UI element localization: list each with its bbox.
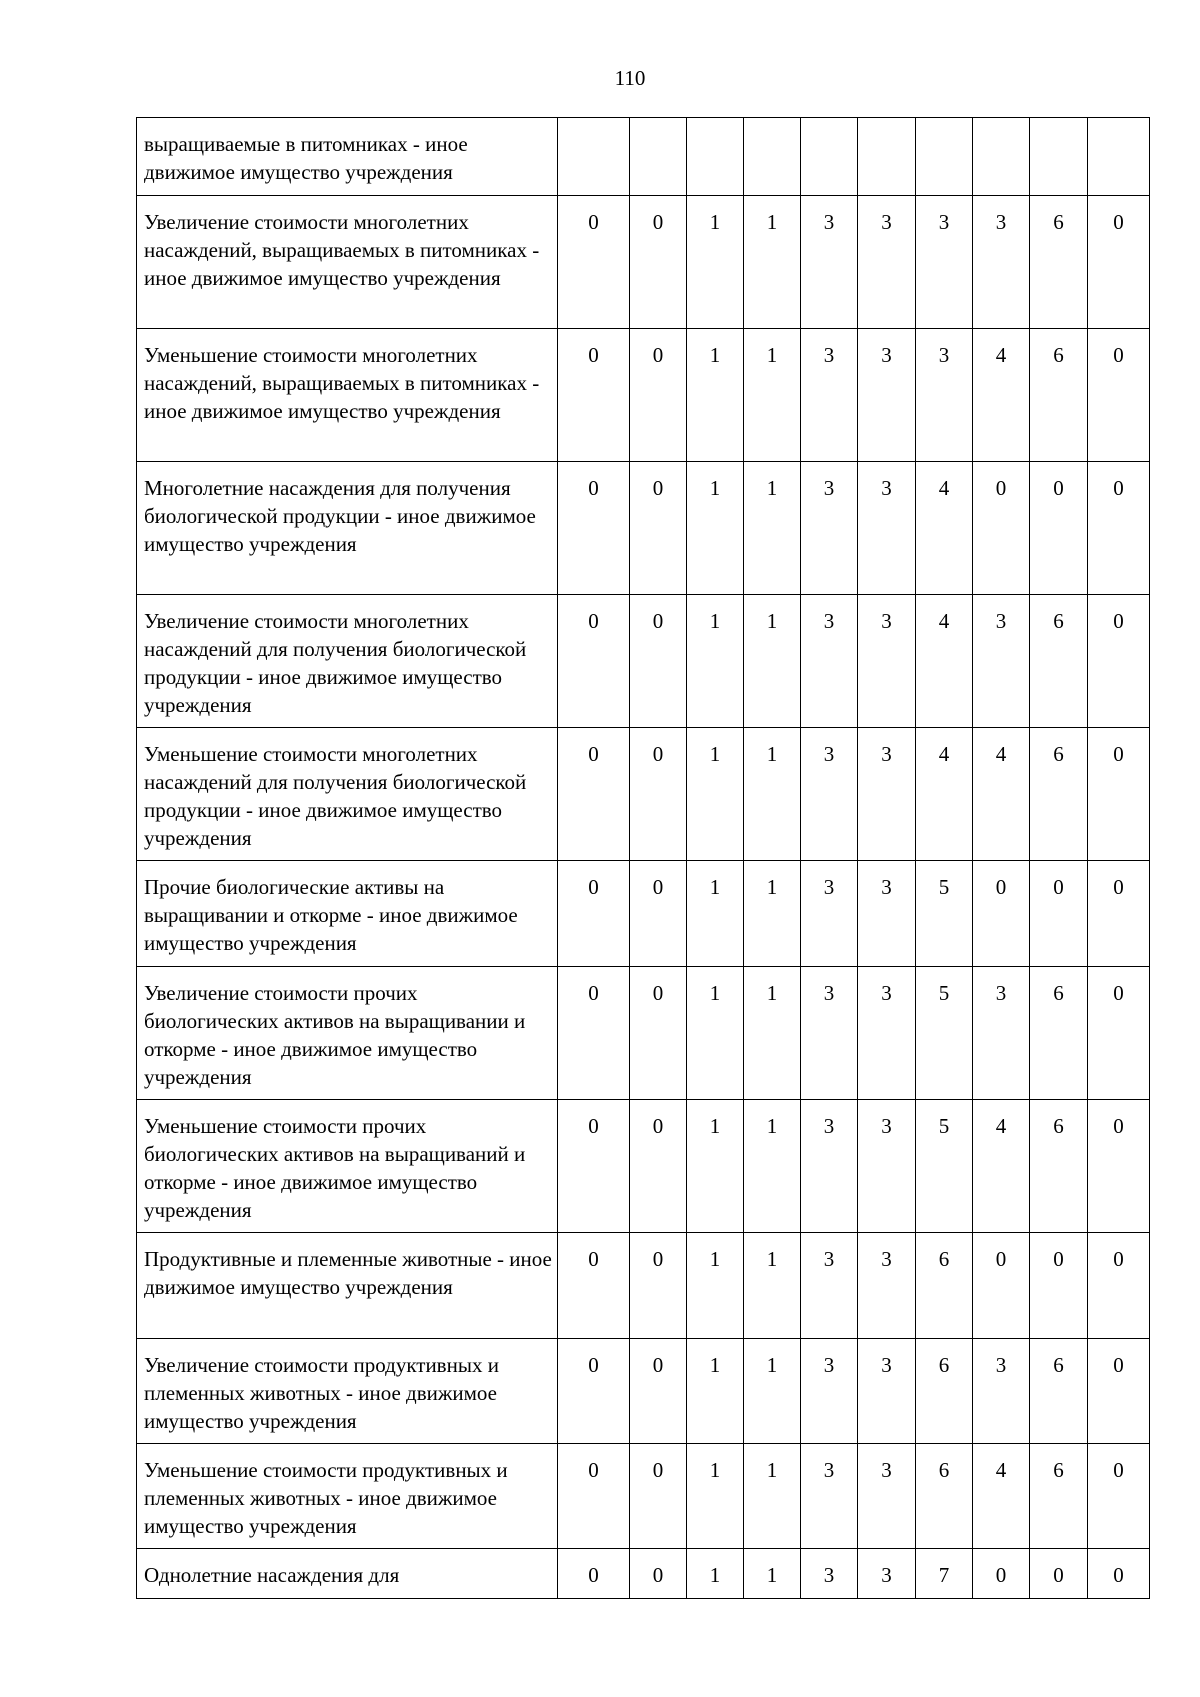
code-digit-5: 3	[801, 329, 858, 462]
code-digit-8: 4	[973, 728, 1030, 861]
code-digit-4: 1	[744, 329, 801, 462]
table-row	[137, 1233, 1150, 1339]
code-digit-9: 0	[1030, 462, 1088, 595]
code-digit-4: 1	[744, 1233, 801, 1339]
code-digit-10: 0	[1088, 1100, 1150, 1233]
code-digit-4: 1	[744, 1339, 801, 1444]
code-digit-6: 3	[858, 595, 916, 728]
code-digit-6: 3	[858, 1549, 916, 1599]
code-digit-9: 6	[1030, 728, 1088, 861]
code-digit-5: 3	[801, 595, 858, 728]
code-digit-4: 1	[744, 861, 801, 967]
code-digit-7: 4	[916, 595, 973, 728]
table-body	[137, 118, 1150, 1599]
code-digit-2: 0	[630, 1339, 687, 1444]
code-digit-5: 3	[801, 1444, 858, 1549]
code-digit-1: 0	[558, 196, 630, 329]
code-digit-5: 3	[801, 861, 858, 967]
code-digit-7: 5	[916, 967, 973, 1100]
code-digit-5: 3	[801, 1233, 858, 1339]
code-digit-5: 3	[801, 728, 858, 861]
account-name: Увеличение стоимости многолетних насаждений, выращиваемых в питомниках - иное движимое имущество учреждения	[137, 196, 558, 329]
code-digit-2: 0	[630, 1444, 687, 1549]
code-digit-1: 0	[558, 595, 630, 728]
code-digit-9: 6	[1030, 1339, 1088, 1444]
code-digit-8: 0	[973, 462, 1030, 595]
code-digit-7: 6	[916, 1233, 973, 1339]
account-name: Уменьшение стоимости многолетних насаждений для получения биологической продукции - иное движимое имущество учреждения	[137, 728, 558, 861]
code-digit-7: 3	[916, 329, 973, 462]
account-name: выращиваемые в питомниках - иное движимое имущество учреждения	[137, 118, 558, 196]
code-digit-6: 3	[858, 329, 916, 462]
account-name: Увеличение стоимости продуктивных и племенных животных - иное движимое имущество учреждения	[137, 1339, 558, 1444]
code-digit-2: 0	[630, 728, 687, 861]
table-row	[137, 1339, 1150, 1444]
code-digit-3: 1	[687, 462, 744, 595]
table-row	[137, 118, 1150, 196]
code-digit-9: 0	[1030, 861, 1088, 967]
code-digit-4: 1	[744, 1549, 801, 1599]
code-digit-2: 0	[630, 1100, 687, 1233]
code-digit-8: 4	[973, 1444, 1030, 1549]
table-row	[137, 329, 1150, 462]
code-digit-7: 5	[916, 861, 973, 967]
code-digit-5: 3	[801, 196, 858, 329]
code-digit-9: 6	[1030, 1444, 1088, 1549]
code-digit-1: 0	[558, 1444, 630, 1549]
account-codes-table	[136, 117, 1150, 1599]
code-digit-10: 0	[1088, 1339, 1150, 1444]
code-digit-3: 1	[687, 595, 744, 728]
code-digit-4: 1	[744, 1444, 801, 1549]
code-digit-4: 1	[744, 967, 801, 1100]
code-digit-5: 3	[801, 462, 858, 595]
code-digit-7: 4	[916, 462, 973, 595]
code-digit-7: 4	[916, 728, 973, 861]
table-row	[137, 728, 1150, 861]
code-digit-6: 3	[858, 1444, 916, 1549]
code-digit-7: 3	[916, 196, 973, 329]
code-digit-8: 0	[973, 1549, 1030, 1599]
code-digit-10: 0	[1088, 1549, 1150, 1599]
code-digit-10: 0	[1088, 595, 1150, 728]
code-digit-8: 3	[973, 595, 1030, 728]
code-digit-7: 6	[916, 1444, 973, 1549]
account-name: Уменьшение стоимости продуктивных и племенных животных - иное движимое имущество учреждения	[137, 1444, 558, 1549]
code-digit-5: 3	[801, 967, 858, 1100]
code-digit-10: 0	[1088, 861, 1150, 967]
code-digit-9: 6	[1030, 967, 1088, 1100]
code-digit-3: 1	[687, 967, 744, 1100]
code-digit-7: 7	[916, 1549, 973, 1599]
code-digit-2: 0	[630, 595, 687, 728]
table-row	[137, 196, 1150, 329]
code-digit-9: 6	[1030, 595, 1088, 728]
code-digit-10: 0	[1088, 196, 1150, 329]
code-digit-1: 0	[558, 1233, 630, 1339]
code-digit-6: 3	[858, 967, 916, 1100]
code-digit-3: 1	[687, 1100, 744, 1233]
code-digit-3: 1	[687, 1233, 744, 1339]
code-digit-6: 3	[858, 728, 916, 861]
code-digit-5: 3	[801, 1549, 858, 1599]
code-digit-1: 0	[558, 728, 630, 861]
code-digit-3: 1	[687, 1444, 744, 1549]
code-digit-7	[916, 118, 973, 196]
account-name: Увеличение стоимости прочих биологических активов на выращивании и откорме - иное движимое имущество учреждения	[137, 967, 558, 1100]
table-row	[137, 1100, 1150, 1233]
code-digit-9: 6	[1030, 196, 1088, 329]
code-digit-7: 5	[916, 1100, 973, 1233]
code-digit-4: 1	[744, 462, 801, 595]
code-digit-8: 3	[973, 1339, 1030, 1444]
code-digit-6: 3	[858, 196, 916, 329]
code-digit-1	[558, 118, 630, 196]
code-digit-8: 0	[973, 1233, 1030, 1339]
code-digit-1: 0	[558, 329, 630, 462]
code-digit-3	[687, 118, 744, 196]
code-digit-2	[630, 118, 687, 196]
code-digit-5	[801, 118, 858, 196]
code-digit-10: 0	[1088, 1233, 1150, 1339]
code-digit-10: 0	[1088, 462, 1150, 595]
code-digit-4: 1	[744, 196, 801, 329]
code-digit-10: 0	[1088, 329, 1150, 462]
table-row	[137, 1444, 1150, 1549]
code-digit-8	[973, 118, 1030, 196]
code-digit-10: 0	[1088, 1444, 1150, 1549]
code-digit-9: 6	[1030, 1100, 1088, 1233]
code-digit-3: 1	[687, 861, 744, 967]
account-name: Уменьшение стоимости многолетних насаждений, выращиваемых в питомниках - иное движимое имущество учреждения	[137, 329, 558, 462]
code-digit-3: 1	[687, 196, 744, 329]
table-row	[137, 1549, 1150, 1599]
table-row	[137, 595, 1150, 728]
account-name: Уменьшение стоимости прочих биологических активов на выращиваний и откорме - иное движимое имущество учреждения	[137, 1100, 558, 1233]
account-name: Продуктивные и племенные животные - иное движимое имущество учреждения	[137, 1233, 558, 1339]
page-number: 110	[614, 66, 646, 90]
code-digit-2: 0	[630, 1549, 687, 1599]
code-digit-4: 1	[744, 1100, 801, 1233]
code-digit-10	[1088, 118, 1150, 196]
code-digit-3: 1	[687, 1339, 744, 1444]
code-digit-1: 0	[558, 1100, 630, 1233]
code-digit-9: 0	[1030, 1549, 1088, 1599]
table-row	[137, 861, 1150, 967]
code-digit-5: 3	[801, 1339, 858, 1444]
account-name: Прочие биологические активы на выращивании и откорме - иное движимое имущество учреждения	[137, 861, 558, 967]
code-digit-3: 1	[687, 728, 744, 861]
code-digit-1: 0	[558, 967, 630, 1100]
code-digit-3: 1	[687, 329, 744, 462]
code-digit-1: 0	[558, 1549, 630, 1599]
code-digit-9: 6	[1030, 329, 1088, 462]
account-name: Многолетние насаждения для получения биологической продукции - иное движимое имущество учреждения	[137, 462, 558, 595]
code-digit-9: 0	[1030, 1233, 1088, 1339]
code-digit-6: 3	[858, 1339, 916, 1444]
code-digit-6: 3	[858, 462, 916, 595]
account-name: Увеличение стоимости многолетних насаждений для получения биологической продукции - иное движимое имущество учреждения	[137, 595, 558, 728]
code-digit-4: 1	[744, 728, 801, 861]
code-digit-6: 3	[858, 1100, 916, 1233]
code-digit-6	[858, 118, 916, 196]
code-digit-7: 6	[916, 1339, 973, 1444]
account-name: Однолетние насаждения для	[137, 1549, 558, 1599]
code-digit-10: 0	[1088, 728, 1150, 861]
code-digit-8: 3	[973, 196, 1030, 329]
code-digit-8: 0	[973, 861, 1030, 967]
code-digit-2: 0	[630, 196, 687, 329]
code-digit-8: 4	[973, 1100, 1030, 1233]
code-digit-1: 0	[558, 462, 630, 595]
code-digit-1: 0	[558, 1339, 630, 1444]
code-digit-4	[744, 118, 801, 196]
table-row	[137, 462, 1150, 595]
code-digit-6: 3	[858, 1233, 916, 1339]
code-digit-6: 3	[858, 861, 916, 967]
code-digit-9	[1030, 118, 1088, 196]
code-digit-5: 3	[801, 1100, 858, 1233]
code-digit-2: 0	[630, 329, 687, 462]
code-digit-3: 1	[687, 1549, 744, 1599]
code-digit-8: 3	[973, 967, 1030, 1100]
code-digit-10: 0	[1088, 967, 1150, 1100]
code-digit-1: 0	[558, 861, 630, 967]
table-row	[137, 967, 1150, 1100]
code-digit-2: 0	[630, 861, 687, 967]
code-digit-2: 0	[630, 967, 687, 1100]
code-digit-2: 0	[630, 462, 687, 595]
code-digit-2: 0	[630, 1233, 687, 1339]
code-digit-4: 1	[744, 595, 801, 728]
code-digit-8: 4	[973, 329, 1030, 462]
